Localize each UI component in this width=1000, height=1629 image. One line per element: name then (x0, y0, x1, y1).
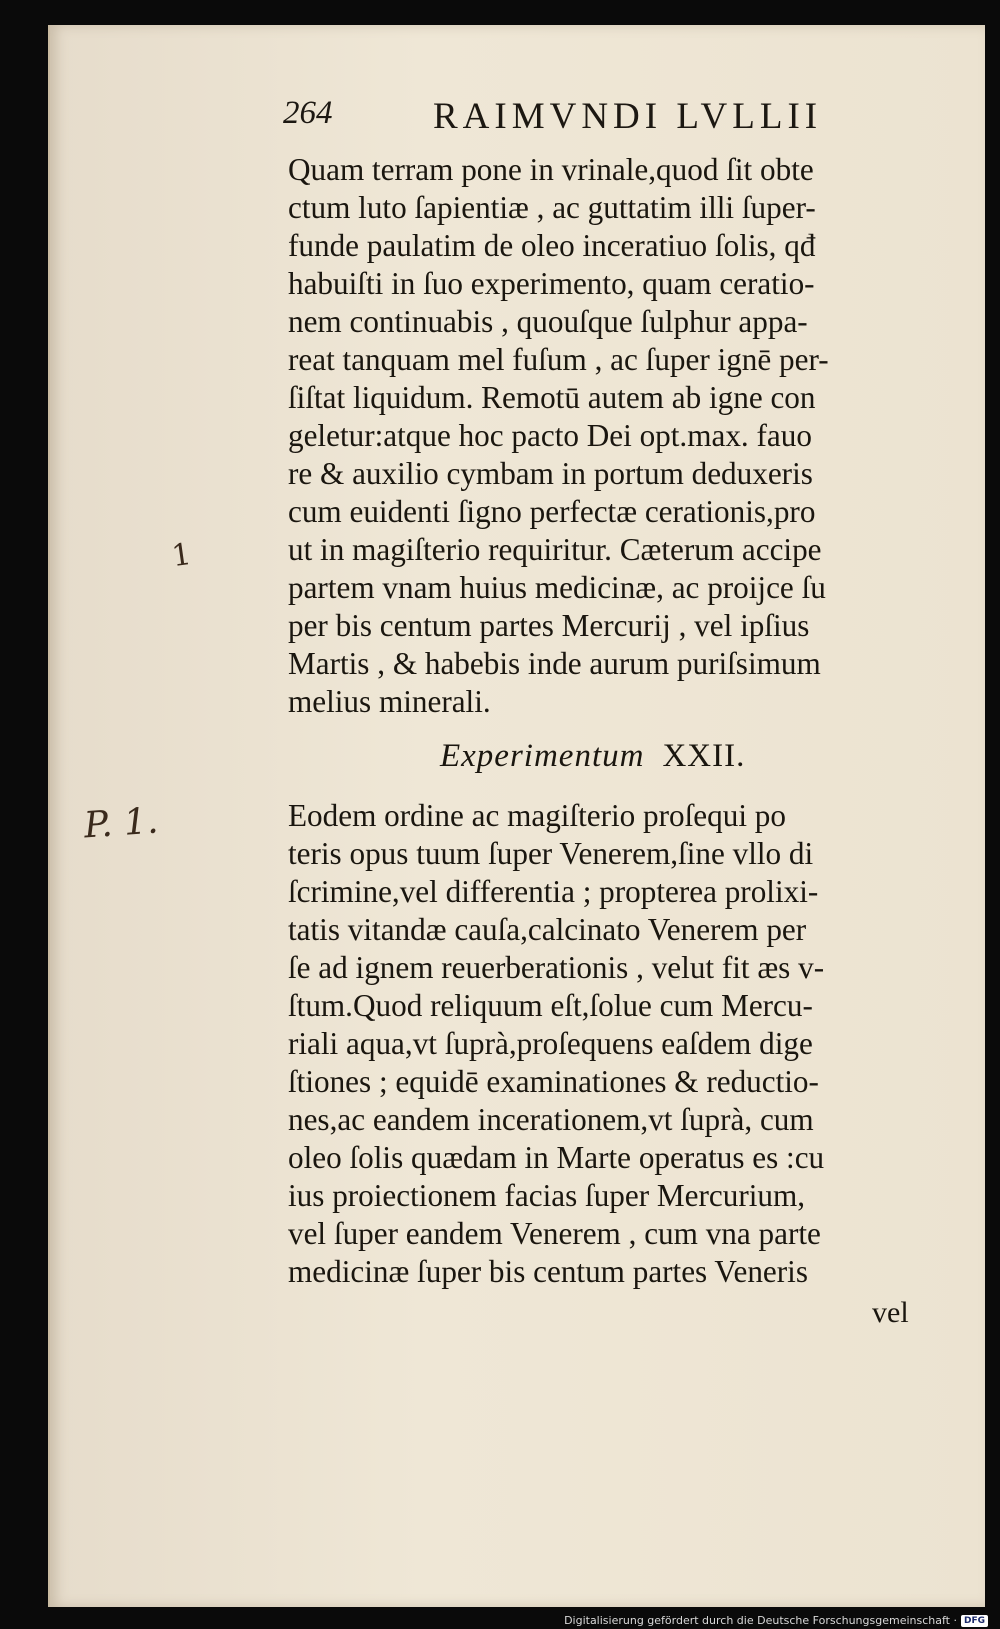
text-line: tatis vitandæ cauſa,calcinato Venerem per (288, 912, 807, 947)
text-line: riali aqua,vt ſuprà,proſequens eaſdem dige (288, 1026, 813, 1061)
text-line: ſcrimine,vel differentia ; propterea prolixi- (288, 874, 819, 909)
margin-note-handwritten-2: P. 1. (82, 800, 160, 847)
text-line: Quam terram pone in vrinale,quod ſit obte (288, 152, 814, 187)
text-line: ut in magiſterio requiritur. Cæterum accipe (288, 532, 822, 567)
running-title: RAIMVNDI LVLLII (433, 96, 823, 137)
text-line: partem vnam huius medicinæ, ac proijce ſu (288, 570, 826, 605)
text-line: habuiſti in ſuo experimento, quam ceratio- (288, 266, 815, 301)
catchword: vel (872, 1296, 909, 1329)
text-line: reat tanquam mel fuſum , ac ſuper ignē per- (288, 342, 829, 377)
text-line: geletur:atque hoc pacto Dei opt.max. fauo (288, 418, 812, 453)
section-heading-numeral: XXII. (662, 738, 746, 774)
digitization-footer (564, 1614, 988, 1627)
text-line: medicinæ ſuper bis centum partes Veneris (288, 1254, 808, 1289)
text-line: teris opus tuum ſuper Venerem,ſine vllo di (288, 836, 814, 871)
text-line: ſiſtat liquidum. Remotū autem ab igne con (288, 380, 816, 415)
margin-note-handwritten-1: 1 (169, 536, 194, 575)
dfg-logo-icon: DFG (961, 1615, 988, 1627)
text-line: nem continuabis , quouſque ſulphur appa- (288, 304, 808, 339)
footer-credit: Digitalisierung gefördert durch die Deutsche Forschungsgemeinschaft · (564, 1614, 957, 1627)
text-line: per bis centum partes Mercurij , vel ipſius (288, 608, 810, 643)
text-line: nes,ac eandem incerationem,vt ſuprà, cum (288, 1102, 814, 1137)
text-line: ſtum.Quod reliquum eſt,ſolue cum Mercu- (288, 988, 813, 1023)
text-line: re & auxilio cymbam in portum deduxeris (288, 456, 813, 491)
section-heading (440, 738, 745, 775)
section-heading-word: Experimentum (440, 738, 645, 774)
body-text-top (288, 151, 948, 721)
text-line: melius minerali. (288, 684, 491, 719)
text-line: cum euidenti ſigno perfectæ cerationis,pro (288, 494, 816, 529)
text-line: ctum luto ſapientiæ , ac guttatim illi ſuper- (288, 190, 816, 225)
page-number: 264 (283, 95, 333, 131)
page-header (283, 95, 943, 143)
text-line: vel ſuper eandem Venerem , cum vna parte (288, 1216, 821, 1251)
text-line: oleo ſolis quædam in Marte operatus es :cu (288, 1140, 825, 1175)
text-line: ſe ad ignem reuerberationis , velut fit æs v- (288, 950, 825, 985)
text-line: Eodem ordine ac magiſterio proſequi po (288, 798, 786, 833)
text-line: funde paulatim de oleo inceratiuo ſolis, qđ (288, 228, 816, 263)
text-line: Martis , & habebis inde aurum puriſsimum (288, 646, 821, 681)
text-line: ſtiones ; equidē examinationes & reductio- (288, 1064, 819, 1099)
body-text-bottom (288, 797, 948, 1291)
text-line: ius proiectionem facias ſuper Mercurium, (288, 1178, 806, 1213)
